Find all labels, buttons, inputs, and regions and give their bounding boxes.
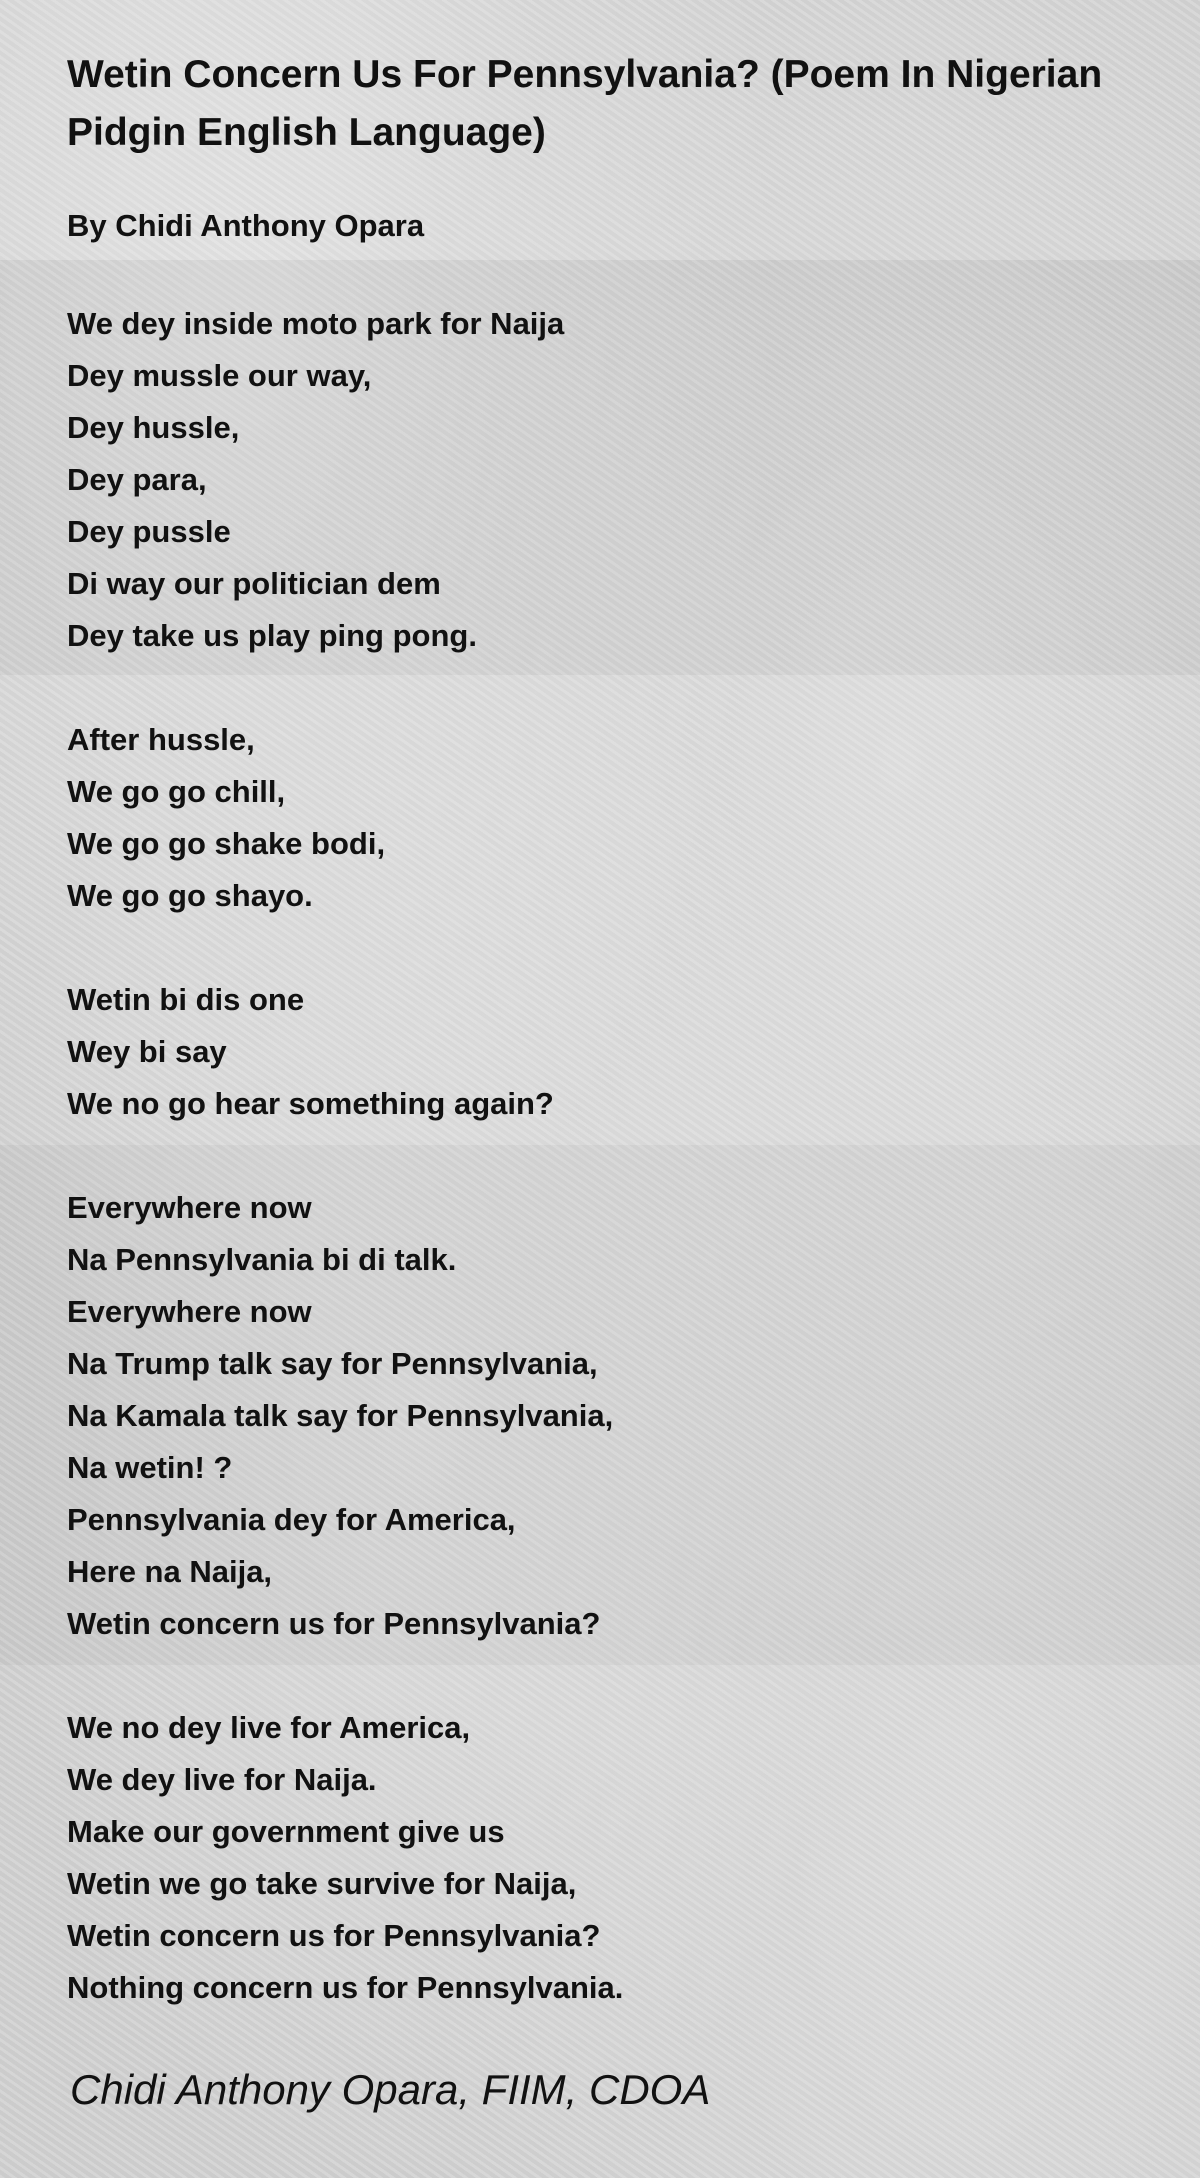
- poem-line: We go go shayo.: [67, 878, 313, 913]
- poem-stanza: [67, 1702, 1147, 2014]
- poem-content: [67, 46, 1147, 2118]
- poem-line: Dey pussle: [67, 514, 231, 549]
- poem-title: Wetin Concern Us For Pennsylvania? (Poem In Nigerian Pidgin English Language): [67, 53, 1103, 154]
- poem-stanza: [67, 1182, 1147, 1650]
- poem-line: Wetin bi dis one: [67, 982, 305, 1017]
- poem-line: Pennsylvania dey for America,: [67, 1502, 516, 1537]
- poem-line: Make our government give us: [67, 1814, 505, 1849]
- poem-line: We go go shake bodi,: [67, 826, 386, 861]
- poem-line: We go go chill,: [67, 774, 286, 809]
- poem-line: Na wetin! ?: [67, 1450, 233, 1485]
- poem-line: We no go hear something again?: [67, 1086, 554, 1121]
- poem-line: Nothing concern us for Pennsylvania.: [67, 1970, 624, 2005]
- poem-line: Dey hussle,: [67, 410, 240, 445]
- poem-line: Here na Naija,: [67, 1554, 273, 1589]
- poem-body: [67, 298, 1147, 2014]
- poem-line: Na Pennsylvania bi di talk.: [67, 1242, 457, 1277]
- poem-line: Wetin concern us for Pennsylvania?: [67, 1606, 601, 1641]
- poem-line: Everywhere now: [67, 1190, 312, 1225]
- poem-line: Dey take us play ping pong.: [67, 618, 477, 653]
- poem-line: Wey bi say: [67, 1034, 227, 1069]
- poem-byline: By Chidi Anthony Opara: [67, 208, 425, 243]
- poem-line: Dey mussle our way,: [67, 358, 372, 393]
- poem-stanza: [67, 714, 1147, 922]
- poem-line: We dey inside moto park for Naija: [67, 306, 565, 341]
- poem-line: Dey para,: [67, 462, 207, 497]
- poem-line: Wetin we go take survive for Naija,: [67, 1866, 577, 1901]
- poem-line: Everywhere now: [67, 1294, 312, 1329]
- poem-line: Wetin concern us for Pennsylvania?: [67, 1918, 601, 1953]
- poem-line: Di way our politician dem: [67, 566, 441, 601]
- poem-line: Na Trump talk say for Pennsylvania,: [67, 1346, 598, 1381]
- poem-line: Na Kamala talk say for Pennsylvania,: [67, 1398, 614, 1433]
- author-signature: Chidi Anthony Opara, FIIM, CDOA: [70, 2066, 711, 2113]
- poem-line: We dey live for Naija.: [67, 1762, 377, 1797]
- poem-stanza: [67, 298, 1147, 662]
- poem-line: We no dey live for America,: [67, 1710, 471, 1745]
- poem-stanza: [67, 974, 1147, 1130]
- poem-line: After hussle,: [67, 722, 255, 757]
